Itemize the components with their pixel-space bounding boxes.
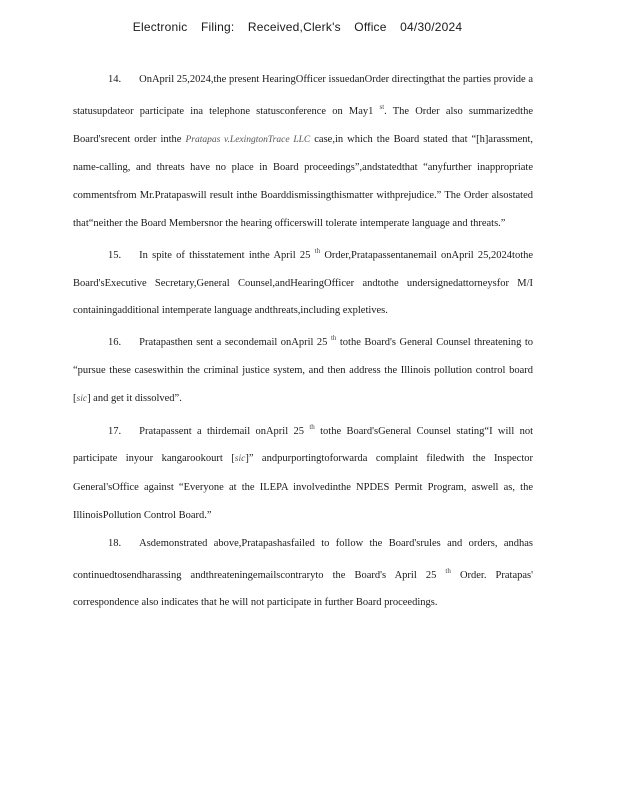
paragraph-text: case,in which the Board stated that “[h]arassment, name-calling, and threats have no place in Board proceedings”,andstatedthat “anyfurther inappropriate commentsfrom Mr.Pratapaswill result inthe Boarddismissingthismatter withprejudice.” The Order alsostated that“neither the Board Membersnor the hearing officerswill tolerate intemperate language and threats.” — [73, 133, 534, 229]
sic-marker: sic — [234, 454, 246, 465]
paragraph-text: Pratapasthen sent a secondemail onApril 25 — [139, 337, 328, 349]
paragraph-text: Order. Pratapas' correspondence also indicates that he will not participate in further Board proceedings. — [73, 569, 534, 609]
paragraph-14 — [73, 66, 533, 238]
sic-marker: sic — [76, 393, 88, 404]
filing-header: Electronic Filing: Received,Clerk's Office 04/30/2024 — [132, 20, 463, 34]
paragraph-number: 18. — [108, 537, 122, 549]
superscript: th — [309, 422, 315, 431]
superscript: th — [330, 334, 337, 343]
paragraph-text: Pratapassent a thirdemail onApril 25 — [139, 425, 304, 437]
paragraph-number: 17. — [108, 425, 122, 437]
paragraph-text: ]” andpurportingtoforwarda complaint filedwith the Inspector General'sOffice against “Everyone at the ILEPA involvedinthe NPDES Permit Program, aswell as, the IllinoisPollution Control Board.” — [73, 453, 534, 521]
paragraph-16 — [73, 325, 533, 413]
paragraph-17 — [73, 414, 533, 530]
superscript: th — [445, 566, 451, 575]
document-body — [73, 66, 533, 617]
paragraph-number: 16. — [108, 337, 122, 349]
paragraph-15 — [73, 238, 533, 325]
paragraph-text: tothe Board's General Counsel threatening to “pursue these caseswithin the criminal justice system, and then address the Illinois pollution control board [ — [73, 337, 534, 404]
paragraph-text: Asdemonstrated above,Pratapashasfailed to follow the Board'srules and orders, andhas continuedtosendharassing andthreateningemailscontraryto the Board's April 25 — [73, 537, 533, 581]
paragraph-number: 14. — [108, 74, 122, 85]
paragraph-text: ] and get it dissolved”. — [87, 392, 182, 404]
paragraph-number: 15. — [108, 249, 122, 261]
paragraph-18 — [73, 530, 533, 617]
paragraph-text: tothe Board'sGeneral Counsel stating“I will not participate inyour kangarookourt [ — [73, 425, 534, 465]
paragraph-text: . The Order also summarizedthe Board'srecent order inthe — [73, 105, 534, 145]
superscript: th — [314, 246, 321, 255]
case-name: Pratapas v.LexingtonTrace LLC — [185, 134, 311, 145]
superscript: st — [379, 102, 385, 111]
paragraph-text: In spite of thisstatement inthe April 25 — [139, 249, 311, 261]
paragraph-text: Order,Pratapassentanemail onApril 25,2024tothe Board'sExecutive Secretary,General Counsel,andHearingOfficer andtothe undersignedattorneysfor M/I containingadditional intemperate language andthreats,including expletives. — [73, 249, 534, 317]
paragraph-text: OnApril 25,2024,the present HearingOfficer issuedanOrder directingthat the parties provide a statusupdateor participate ina telephone statusconference on May1 — [73, 74, 533, 117]
